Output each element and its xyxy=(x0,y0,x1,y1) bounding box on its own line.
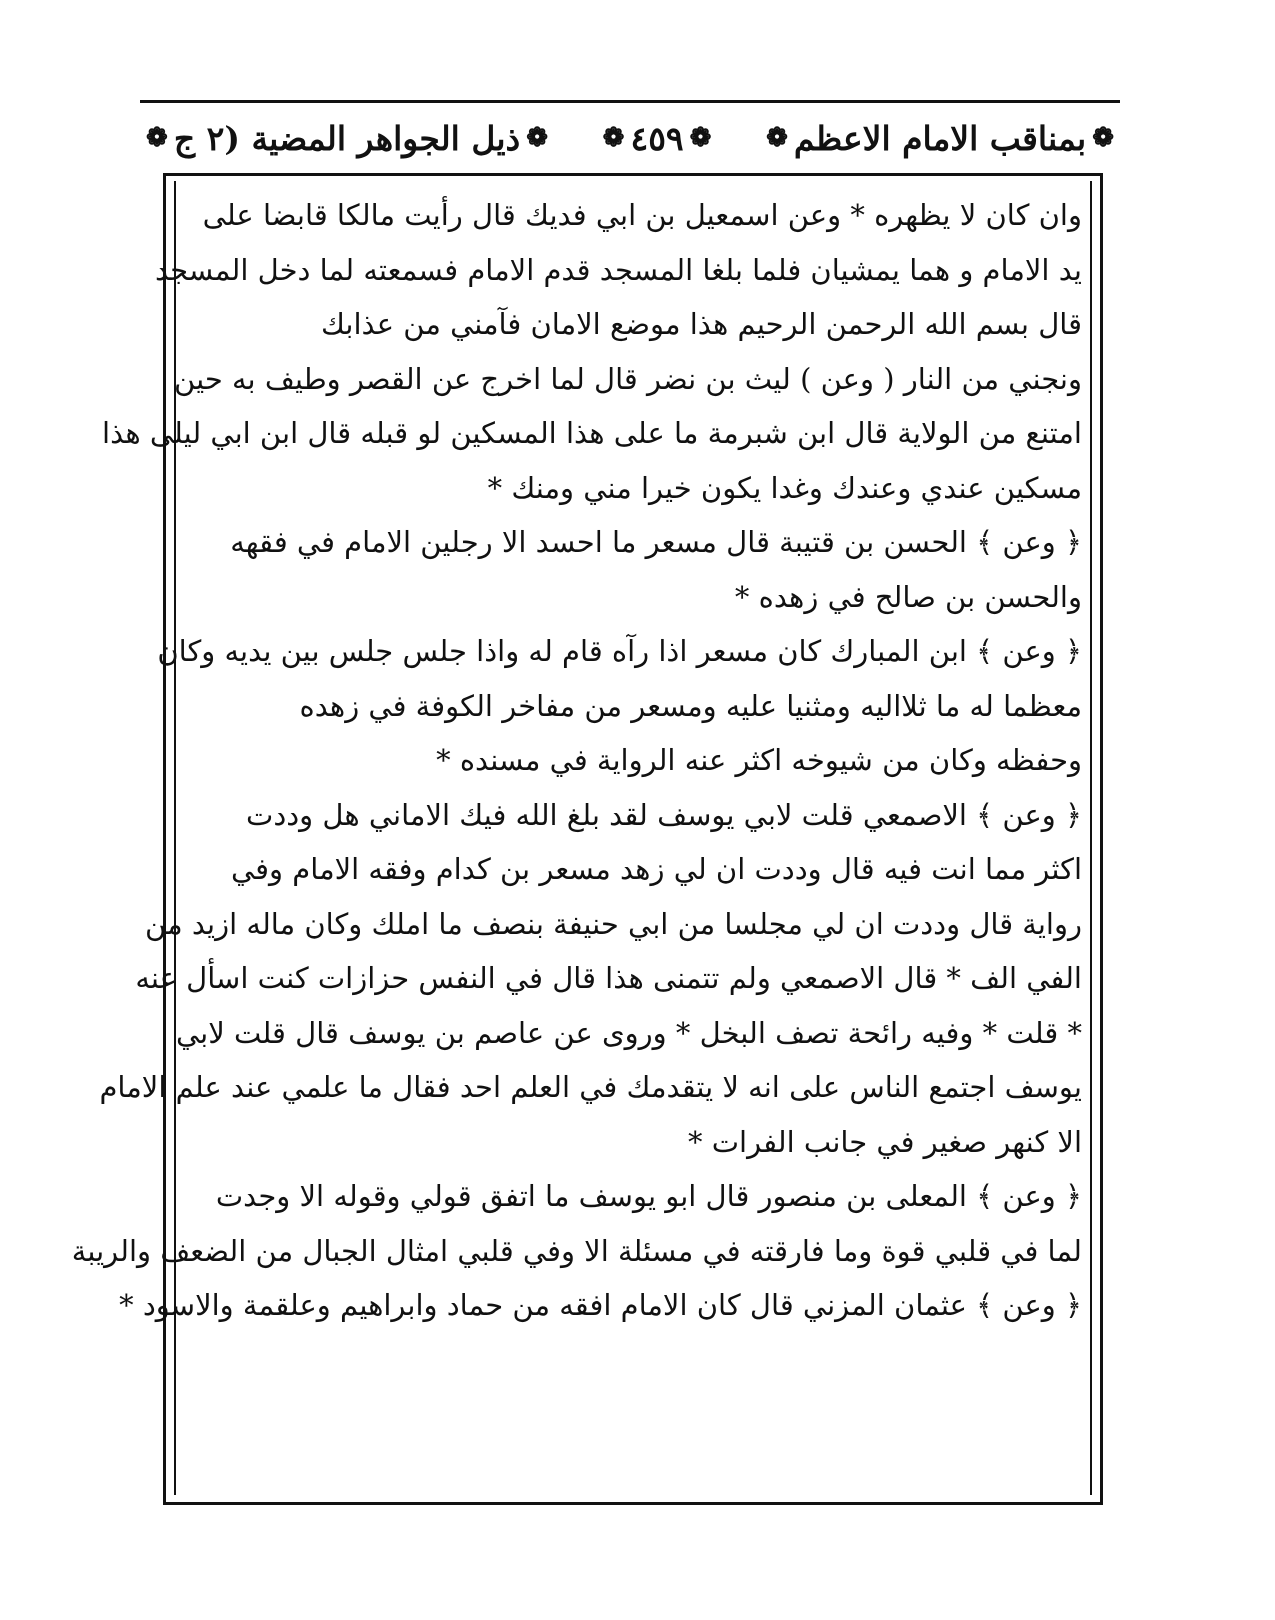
page-number: ٤٥٩ xyxy=(630,118,684,158)
ornament-icon: ❁ xyxy=(602,123,625,153)
text-line: مسكين عندي وعندك وغدا يكون خيرا مني ومنك * xyxy=(487,470,1082,505)
header-book-section: بمناقب الامام الاعظم xyxy=(793,118,1087,158)
header-page-number xyxy=(597,119,718,158)
body-text xyxy=(71,188,1082,1333)
text-line: يد الامام و هما يمشيان فلما بلغا المسجد قدم الامام فسمعته لما دخل المسجد xyxy=(154,252,1082,287)
text-line: رواية قال وددت ان لي مجلسا من ابي حنيفة بنصف ما املك وكان ماله ازيد من xyxy=(145,906,1082,941)
text-line: * قلت * وفيه رائحة تصف البخل * وروى عن عاصم بن يوسف قال قلت لابي xyxy=(175,1015,1082,1050)
text-line: ﴿ وعن ﴾ الاصمعي قلت لابي يوسف لقد بلغ الله فيك الاماني هل وددت xyxy=(246,797,1082,832)
text-line: قال بسم الله الرحمن الرحيم هذا موضع الامان فآمني من عذابك xyxy=(320,307,1082,341)
ornament-icon: ❁ xyxy=(766,123,788,153)
ornament-icon: ❁ xyxy=(526,123,549,153)
text-line: وان كان لا يظهره * وعن اسمعيل بن ابي فديك قال رأيت مالكا قابضا على xyxy=(202,198,1082,232)
header-left-title xyxy=(140,119,554,158)
text-line: ونجني من النار ( وعن ) ليث بن نضر قال لما اخرج عن القصر وطيف به حين xyxy=(174,361,1082,396)
text-line: والحسن بن صالح في زهده * xyxy=(734,579,1082,614)
header-book-title: ذيل الجواهر المضية (٢ ج xyxy=(173,118,521,158)
text-line: الا كنهر صغير في جانب الفرات * xyxy=(688,1124,1082,1159)
text-line: ﴿ وعن ﴾ ابن المبارك كان مسعر اذا رآه قام له واذا جلس جلس بين يديه وكان xyxy=(157,634,1082,668)
text-line: معظما له ما ثلااليه ومثنيا عليه ومسعر من مفاخر الكوفة في زهده xyxy=(299,688,1082,723)
text-line: امتنع من الولاية قال ابن شبرمة ما على هذا المسكين لو قبله قال ابن ابي ليلى هذا xyxy=(102,416,1082,450)
text-line: ﴿ وعن ﴾ الحسن بن قتيبة قال مسعر ما احسد الا رجلين الامام في فقهه xyxy=(230,525,1082,559)
text-line: لما في قلبي قوة وما فارقته في مسئلة الا وفي قلبي امثال الجبال من الضعف والريبة xyxy=(71,1233,1082,1268)
text-line: ﴿ وعن ﴾ المعلى بن منصور قال ابو يوسف ما اتفق قولي وقوله الا وجدت xyxy=(215,1179,1082,1213)
text-line: وحفظه وكان من شيوخه اكثر عنه الرواية في مسنده * xyxy=(436,743,1082,777)
ornament-icon: ❁ xyxy=(146,123,168,153)
text-line: ﴿ وعن ﴾ عثمان المزني قال كان الامام افقه من حماد وابراهيم وعلقمة والاسود * xyxy=(119,1288,1082,1322)
ornament-icon: ❁ xyxy=(1092,123,1114,153)
text-line: اكثر مما انت فيه قال وددت ان لي زهد مسعر بن كدام وفقه الامام وفي xyxy=(231,852,1082,886)
text-line: الفي الف * قال الاصمعي ولم تتمنى هذا قال في النفس حزازات كنت اسأل عنه xyxy=(135,961,1082,995)
running-header xyxy=(140,100,1120,173)
text-line: يوسف اجتمع الناس على انه لا يتقدمك في العلم احد فقال ما علمي عند علم الامام xyxy=(99,1070,1082,1104)
ornament-icon: ❁ xyxy=(689,123,712,153)
header-right-title xyxy=(760,119,1120,158)
